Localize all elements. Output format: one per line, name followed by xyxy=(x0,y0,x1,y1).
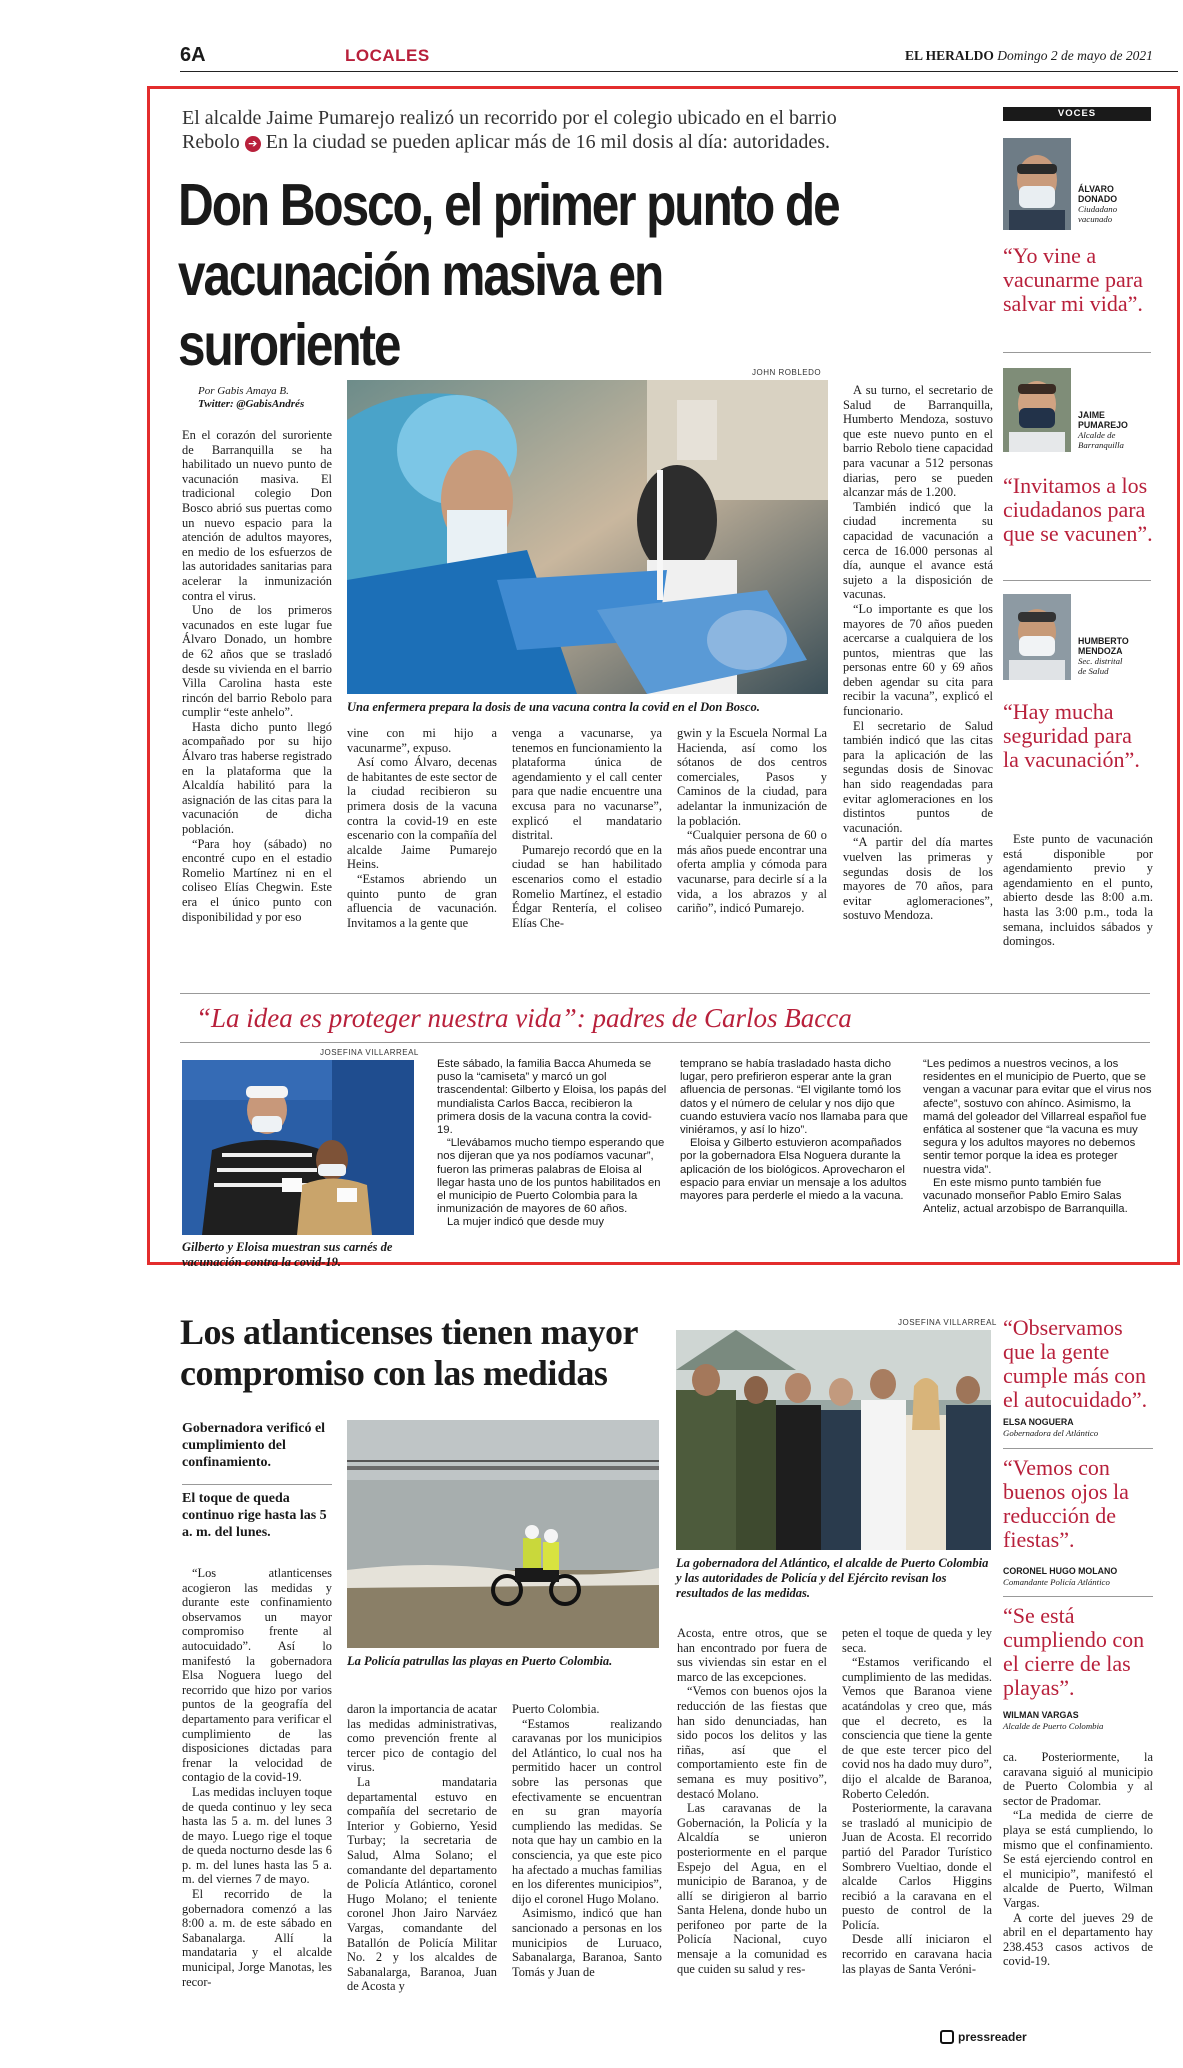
voice-3-quote: “Hay mucha seguridad para la vacunación”. xyxy=(1003,699,1140,772)
voice-role-line: Alcalde de xyxy=(1078,430,1116,440)
paragraph: A su turno, el secretario de Salud de Barranquilla, Humberto Mendoza, sostuvo que este nuevo punto en el barrio Rebolo tiene capacidad para vacunar a 512 personas diarias, pero se pueden alcanzar más de 1.200. xyxy=(843,383,993,500)
beach-photo-caption: La Policía patrullas las playas en Puerto Colombia. xyxy=(347,1654,613,1668)
portrait-jaime-pumarejo xyxy=(1003,368,1071,452)
nurse-vaccine-image xyxy=(347,380,828,694)
voice-role-line: Sec. distrital xyxy=(1078,656,1123,666)
bacca-headline: “La idea es proteger nuestra vida”: padres de Carlos Bacca xyxy=(196,1003,852,1033)
story2-headline xyxy=(180,1312,650,1394)
paragraph: temprano se había trasladado hasta dicho lugar, pero prefirieron esperar ante la gran afluencia de personas. “El vigilante tomó los datos y el número de celular y nos dijo que cuando estuviera vacío nos llamaba para que viniéramos, y así lo hizo”. xyxy=(680,1058,908,1137)
headline-line-1: Los atlanticenses tienen mayor xyxy=(180,1312,638,1352)
story2-column-2 xyxy=(347,1702,497,1994)
byline-twitter: Twitter: @GabisAndrés xyxy=(198,398,305,410)
bacca-parents-image xyxy=(182,1060,414,1235)
pressreader-badge xyxy=(940,2030,1027,2044)
main-photo-caption: Una enfermera prepara la dosis de una vacuna contra la covid en el Don Bosco. xyxy=(347,700,760,714)
paragraph: Hasta dicho punto llegó acompañado por su hijo Álvaro tras haberse registrado en la plataforma que la Alcaldía habilitó para la asignación de las citas para la vacunación de dicha población. xyxy=(182,719,332,837)
paragraph: Desde allí iniciaron el recorrido en caravana hacia las playas de Santa Veróni- xyxy=(842,1932,992,1976)
kicker-text-3: En la ciudad se pueden aplicar más de 16 mil dosis al día: autoridades. xyxy=(265,131,831,153)
story2-column-4 xyxy=(677,1626,827,1976)
story2-quote-2-name: CORONEL HUGO MOLANO xyxy=(1003,1566,1118,1576)
paragraph: Este sábado, la familia Bacca Ahumeda se puso la “camiseta” y marcó un gol trascendental: Gilberto y Eloisa, los papás del mundialista Carlos Bacca, recibieron la primera dosis de la vacuna contra la covid-19. xyxy=(437,1058,667,1137)
pressreader-logo-icon xyxy=(940,2030,954,2044)
paragraph: El recorrido de la gobernadora comenzó a las 8:00 a. m. de este sábado en Sabanalarga. Allí la mandataria y el alcalde municipal, Jorge Manotas, les recor- xyxy=(182,1887,332,1989)
paragraph: Posteriormente, la caravana se trasladó al municipio de Juan de Acosta. El recorrido partió del Parador Turístico Sombrero Vueltiao, donde el alcalde Carlos Higgins recibió a la caravana en el puesto de control de la Policía. xyxy=(842,1801,992,1932)
group-photo xyxy=(676,1330,991,1550)
photo-credit: JOHN ROBLEDO xyxy=(752,368,822,377)
paragraph: peten el toque de queda y ley seca. xyxy=(842,1626,992,1655)
group-photo-caption: La gobernadora del Atlántico, el alcalde de Puerto Colombia y las autoridades de Policía y del Ejército revisan los resultados de las medidas. xyxy=(676,1556,989,1600)
avatar xyxy=(1003,594,1071,680)
pressreader-brand: pressreader xyxy=(958,2030,1027,2044)
paragraph: “Cualquier persona de 60 o más años puede encontrar una oferta amplia y cómoda para vacunarse, para decirle sí a la vida, a los abrazos y al cariño”, indicó Pumarejo. xyxy=(677,828,827,916)
story2-quote-3: “Se está cumpliendo con el cierre de las playas”. xyxy=(1003,1603,1145,1700)
bacca-column-3 xyxy=(923,1058,1153,1216)
paragraph: Asimismo, indicó que han sancionado a personas en los municipios de Luruaco, Sabanalarga, Baranoa, Santo Tomás y Juan de xyxy=(512,1906,662,1979)
voice-2-quote: “Invitamos a los ciudadanos para que se vacunen”. xyxy=(1003,473,1153,546)
byline xyxy=(198,385,304,411)
story1-headline xyxy=(178,170,850,380)
paragraph: “Vemos con buenos ojos la reducción de las fiestas que han sido denunciadas, han sido pocos los delitos y las riñas, así que el comportamiento este fin de semana es muy positivo”, destacó Molano. xyxy=(677,1684,827,1801)
issue-date: Domingo 2 de mayo de 2021 xyxy=(997,48,1153,63)
paragraph: También indicó que la ciudad incrementa su capacidad de vacunación a cerca de 16.000 personas al día, aunque el avance está sujeto a la disposición de vacunas. xyxy=(843,499,993,602)
page-number: 6A xyxy=(180,44,206,66)
story1-column-5 xyxy=(843,383,993,923)
voice-role-line: de Salud xyxy=(1078,666,1109,676)
paragraph: Puerto Colombia. xyxy=(512,1702,600,1716)
bacca-column-2 xyxy=(680,1058,910,1203)
header-rule xyxy=(180,71,1178,72)
sub-divider xyxy=(182,1484,332,1485)
story2-quote-3-role: Alcalde de Puerto Colombia xyxy=(1003,1721,1104,1731)
paragraph: “A partir del día martes vuelven las primeras y segundas dosis de los mayores de 70 años, para evitar aglomeraciones”, sostuvo Mendoza. xyxy=(843,835,993,923)
voice-1-id xyxy=(1078,184,1153,224)
paragraph: “Los atlanticenses acogieron las medidas y durante este confinamiento observamos un mayor compromiso frente al autocuidado”. Así lo manifestó la gobernadora Elsa Noguera luego del recorrido que hizo por varios puntos de la geografía del departamento para verificar el cumplimiento de las disposiciones dictadas para frenar la velocidad de contagio de la covid-19. xyxy=(182,1566,332,1785)
story2-quote-1-role: Gobernadora del Atlántico xyxy=(1003,1428,1099,1438)
paragraph: Acosta, entre otros, que se han encontrado por fuera de sus viviendas sin estar en el marco de las excepciones. xyxy=(677,1626,827,1684)
bacca-rule-bottom xyxy=(180,1042,1150,1043)
paragraph: “Lo importante es que los mayores de 70 años pueden acercarse a cualquiera de los puntos, mientras que las personas entre 60 y 69 años deben agendar su cita para recibir la vacuna”, explicó el funcionario. xyxy=(843,601,993,719)
story2-column-5 xyxy=(842,1626,992,1976)
voice-3-id xyxy=(1078,636,1153,676)
main-photo xyxy=(347,380,828,694)
headline-line-1: Don Bosco, el primer punto de xyxy=(178,172,839,238)
paragraph: El secretario de Salud también indicó que las citas para la aplicación de las segundas dosis de Sinovac han sido reagendadas para evitar aglomeraciones en los distintos puntos de vacunación. xyxy=(843,718,993,835)
story2-quote-2-role: Comandante Policía Atlántico xyxy=(1003,1577,1110,1587)
paragraph: “La medida de cierre de playa se está cumpliendo, lo mismo que el confinamiento. Se está ejerciendo control en el municipio”, manifestó el alcalde de Puerto, Wilman Vargas. xyxy=(1003,1808,1153,1910)
voices-bar xyxy=(1003,107,1151,121)
bacca-photo-caption: Gilberto y Eloisa muestran sus carnés de vacunación contra la covid-19. xyxy=(182,1240,393,1269)
paragraph: Las caravanas de la Gobernación, la Policía y la Alcaldía se unieron posteriormente en el parque Espejo del Agua, en el municipio de Baranoa, y de allí se dirigieron al barrio Santa Helena, donde hubo un perifoneo por parte de la Policía Nacional, cuyo mensaje a la comunidad es que cuiden su salud y res- xyxy=(677,1801,827,1976)
story2-sub-2: El toque de queda continuo rige hasta las 5 a. m. del lunes. xyxy=(182,1491,327,1540)
voice-role-line: Ciudadano xyxy=(1078,204,1118,214)
police-beach-image xyxy=(347,1420,659,1648)
paragraph: Las medidas incluyen toque de queda continuo y ley seca hasta las 5 a. m. del lunes 3 de mayo. Luego rige el toque de queda nocturno desde las 6 p. m. del lunes hasta las 5 a. m. del viernes 7 de mayo. xyxy=(182,1784,332,1887)
section-label: LOCALES xyxy=(345,46,430,65)
story1-column-1 xyxy=(182,428,332,924)
paragraph: “Les pedimos a nuestros vecinos, a los residentes en el municipio de Puerto, que se vengan a vacunar para evitar que el virus nos afecte”, sostuvo con ahínco. Asimismo, la mamá del goleador del Villarreal español fue enfática al sostener que “la vacuna es muy segura y los adultos mayores no debemos sentir temor porque la idea es proteger nuestra vida”. xyxy=(923,1058,1152,1176)
avatar xyxy=(1003,368,1071,452)
story2-column-3 xyxy=(512,1702,662,1979)
bacca-photo-credit: JOSEFINA VILLARREAL xyxy=(320,1048,419,1057)
paragraph: “Estamos abriendo un quinto punto de gran afluencia de vacunación. Invitamos a la gente que xyxy=(347,871,497,930)
voice-name-line: JAIME xyxy=(1078,410,1105,420)
portrait-alvaro-donado xyxy=(1003,138,1071,230)
paragraph: gwin y la Escuela Normal La Hacienda, así como los sótanos de dos centros comerciales, Pasos y Caminos de la ciudad, para adelantar la inmunización de la población. xyxy=(677,726,827,828)
voice-name-line: PUMAREJO xyxy=(1078,420,1128,430)
story2-column-6 xyxy=(1003,1750,1153,1969)
bacca-photo xyxy=(182,1060,414,1235)
paragraph: La mandataria departamental estuvo en compañía del secretario de Interior y Gobierno, Yesid Turbay; la secretaria de Salud, Alma Solano; el comandante del departamento de Policía Atlántico, coronel Hugo Molano; el teniente coronel Jhon Jairo Narváez Vargas, comandante del Batallón de Policía Militar No. 2 y los alcaldes de Sabanalarga, Baranoa, Juan de Acosta y xyxy=(347,1774,497,1994)
divider xyxy=(1003,352,1151,353)
paragraph: Eloisa y Gilberto estuvieron acompañados por la gobernadora Elsa Noguera durante la aplicación de los biológicos. Aprovecharon el espacio para enviar un mensaje a los adultos mayores para perderle el miedo a la vacuna. xyxy=(680,1137,907,1203)
divider xyxy=(1003,1596,1153,1597)
headline-line-2: vacunación masiva en suroriente xyxy=(178,242,663,378)
paragraph: “Llevábamos mucho tiempo esperando que nos dijeran que ya nos podíamos vacunar”, fueron las primeras palabras de Eloisa al llegar hasta uno de los puntos habilitados en el municipio de Puerto Colombia para la inmunización de mayores de 60 años. xyxy=(437,1137,665,1216)
avatar xyxy=(1003,138,1071,230)
story1-column-3 xyxy=(512,726,662,930)
byline-author: Por Gabis Amaya B. xyxy=(198,385,289,397)
paragraph: “Estamos realizando caravanas por los municipios del Atlántico, lo cual nos ha permitido hacer un control sobre las personas que efectivamente se encuentran en su gran mayoría cumpliendo las medidas. Se nota que hay un cambio en la consciencia, ya que este pico ha afectado a muchas familias en los diferentes municipios”, dijo el coronel Hugo Molano. xyxy=(512,1716,662,1906)
headline-line-2: compromiso con las medidas xyxy=(180,1353,608,1393)
story1-column-2 xyxy=(347,726,497,930)
paragraph: Así como Álvaro, decenas de habitantes de este sector de la ciudad recibieron su primera dosis de la vacuna contra la covid-19 en este escenario con la compañía del alcalde Jaime Pumarejo Heins. xyxy=(347,755,497,872)
paragraph: vine con mi hijo a vacunarme”, expuso. xyxy=(347,726,497,755)
paragraph: Uno de los primeros vacunados en este lugar fue Álvaro Donado, un hombre de 62 años que se trasladó desde su vivienda en el barrio Villa Carolina hasta este rincón del barrio Rebolo para cumplir “este anhelo”. xyxy=(182,603,332,720)
paragraph: Pumarejo recordó que en la ciudad se han habilitado escenarios como el estadio Romelio Martínez, el estadio Édgar Rentería, el coliseo Elías Che- xyxy=(512,842,662,930)
story2-column-1 xyxy=(182,1566,332,1989)
paragraph: A corte del jueves 29 de abril en el departamento hay 238.453 casos activos de covid-19. xyxy=(1003,1910,1153,1969)
story1-kicker xyxy=(182,106,992,154)
bacca-rule-top xyxy=(180,993,1150,994)
kicker-text-1: El alcalde Jaime Pumarejo realizó un recorrido por el colegio ubicado en el barrio xyxy=(182,107,837,129)
arrow-circle-icon: ➔ xyxy=(245,136,261,152)
paragraph: La mujer indicó que desde muy xyxy=(447,1216,604,1229)
beach-photo xyxy=(347,1420,659,1648)
paragraph: venga a vacunarse, ya tenemos en funcionamiento la plataforma única de agendamiento y el call center para que nadie encuentre una excusa para no vacunarse”, explicó el mandatario distrital. xyxy=(512,726,662,843)
voices-label: VOCES xyxy=(1057,108,1097,119)
story2-quote-1-name: ELSA NOGUERA xyxy=(1003,1417,1074,1427)
divider xyxy=(1003,1448,1153,1449)
voices-closing-text: Este punto de vacunación está disponible por agendamiento previo y agendamiento en el punto, abierto desde las 8:00 a.m. hasta las 3:00 p.m., toda la semana, incluidos sábados y domingos. xyxy=(1003,832,1153,949)
kicker-text-2: Rebolo xyxy=(182,131,240,153)
voice-role-line: Barranquilla xyxy=(1078,440,1124,450)
group-photo-credit: JOSEFINA VILLARREAL xyxy=(898,1318,997,1327)
story1-column-4 xyxy=(677,726,827,916)
voice-role-line: vacunado xyxy=(1078,214,1113,224)
story2-quote-3-name: WILMAN VARGAS xyxy=(1003,1710,1079,1720)
masthead-line xyxy=(905,48,1153,64)
story2-quote-2: “Vemos con buenos ojos la reducción de fiestas”. xyxy=(1003,1455,1129,1552)
newspaper-name: EL HERALDO xyxy=(905,48,994,63)
voice-name-line: DONADO xyxy=(1078,194,1118,204)
paragraph: En el corazón del suroriente de Barranquilla se ha habilitado un nuevo punto de vacunación masiva. El tradicional colegio Don Bosco abrió sus puertas como un nuevo espacio para la atención de adultos mayores, en medio de los esfuerzos de las autoridades sanitarias para acelerar la inmunización contra el virus. xyxy=(182,428,332,603)
divider xyxy=(1003,580,1151,581)
voice-name-line: ÁLVARO xyxy=(1078,184,1114,194)
story2-quote-1: “Observamos que la gente cumple más con el autocuidado”. xyxy=(1003,1315,1148,1412)
paragraph: daron la importancia de acatar las medidas administrativas, como prevención frente al tercer pico de contagio del virus. xyxy=(347,1702,497,1775)
governor-officials-image xyxy=(676,1330,991,1550)
bacca-column-1 xyxy=(437,1058,667,1230)
voice-name-line: MENDOZA xyxy=(1078,646,1123,656)
voice-2-id xyxy=(1078,410,1153,450)
voice-1-quote: “Yo vine a vacunarme para salvar mi vida”. xyxy=(1003,243,1143,316)
paragraph: “Para hoy (sábado) no encontré cupo en el estadio Romelio Martínez ni en el coliseo Elías Chegwin. Este era el único punto con disponibilidad y por eso xyxy=(182,836,332,924)
portrait-humberto-mendoza xyxy=(1003,594,1071,680)
paragraph: “Estamos verificando el cumplimiento de las medidas. Vemos que Baranoa viene acatándolas y creo que, más que el decreto, es la consciencia que tiene la gente de que este tercer pico del covid nos ha dado muy duro”, dijo el alcalde de Baranoa, Roberto Celedón. xyxy=(842,1655,992,1801)
story2-sub-1: Gobernadora verificó el cumplimiento del confinamiento. xyxy=(182,1421,326,1470)
voice-name-line: HUMBERTO xyxy=(1078,636,1129,646)
paragraph: En este mismo punto también fue vacunado monseñor Pablo Emiro Salas Anteliz, actual arzobispo de Barranquilla. xyxy=(923,1176,1128,1216)
paragraph: ca. Posteriormente, la caravana siguió al municipio de Puerto Colombia y al sector de Pradomar. xyxy=(1003,1750,1153,1808)
